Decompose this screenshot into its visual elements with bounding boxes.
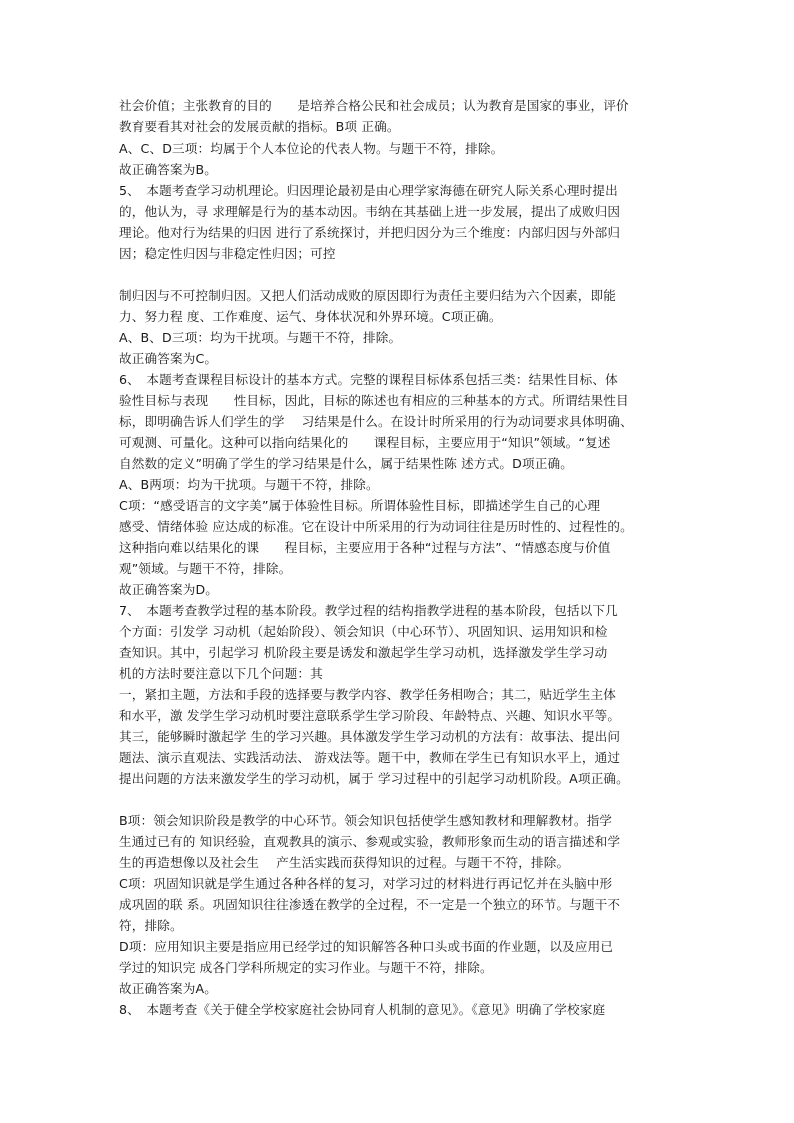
text-line: 故正确答案为D。	[119, 582, 219, 597]
text-line: 6、 本题考查课程目标设计的基本方式。完整的课程目标体系包括三类：结果性目标、体	[119, 372, 618, 387]
text-line: 机的方法时要注意以下几个问题：其	[119, 666, 323, 681]
text-line: 自然数的定义”明确了学生的学习结果是什么，属于结果性陈 述方式。D项正确。	[119, 456, 573, 471]
text-line: 理论。他对行为结果的归因 进行了系统探讨，并把归因分为三个维度：内部归因与外部归	[119, 225, 621, 240]
text-line: 这种指向难以结果化的课 程目标，主要应用于各种“过程与方法”、“情感态度与价值	[119, 540, 611, 555]
text-line: 生通过已有的 知识经验，直观教具的演示、参观或实验，教师形象而生动的语言描述和学	[119, 834, 621, 849]
text-line: 一，紧扣主题，方法和手段的选择要与教学内容、教学任务相吻合；其二，贴近学生主体	[119, 687, 617, 702]
text-line: 教育要看其对社会的发展贡献的指标。B项 正确。	[119, 119, 400, 134]
text-line: 观”领域。与题干不符，排除。	[119, 561, 292, 576]
text-line: 的，他认为，寻 求理解是行为的基本动因。韦纳在其基础上进一步发展，提出了成败归因	[119, 204, 621, 219]
text-line: 验性目标与表现 性目标，因此，目标的陈述也有相应的三种基本的方式。所谓结果性目	[119, 393, 629, 408]
text-line: B项：领会知识阶段是教学的中心环节。领会知识包括使学生感知教材和理解教材。指学	[119, 813, 613, 828]
text-line: 生的再造想像以及社会生 产生活实践而获得知识的过程。与题干不符，排除。	[119, 855, 570, 870]
text-line: D项：应用知识主要是指应用已经学过的知识解答各种口头或书面的作业题，以及应用已	[119, 939, 614, 954]
text-line: 查知识。其中，引起学习 机阶段主要是诱发和激起学生学习动机，选择激发学生学习动	[119, 645, 608, 660]
text-line: A、B、D三项：均为干扰项。与题干不符，排除。	[119, 330, 402, 345]
text-line: A、C、D三项：均属于个人本位论的代表人物。与题干不符，排除。	[119, 141, 504, 156]
text-line: A、B两项：均为干扰项。与题干不符，排除。	[119, 477, 379, 492]
text-line: 个方面：引发学 习动机（起始阶段）、领会知识（中心环节）、巩固知识、运用知识和检	[119, 624, 608, 639]
text-line: 其三，能够瞬时激起学 生的学习兴趣。具体激发学生学习动机的方法有：故事法、提出问	[119, 729, 621, 744]
text-line: 8、 本题考查《关于健全学校家庭社会协同育人机制的意见》。《意见》明确了学校家庭	[119, 1002, 606, 1017]
text-line: 学过的知识完 成各门学科所规定的实习作业。与题干不符，排除。	[119, 960, 493, 975]
text-line: 力、努力程 度、工作难度、运气、身体状况和外界环境。C项正确。	[119, 309, 502, 324]
text-line: 故正确答案为C。	[119, 351, 218, 366]
text-line: 5、 本题考查学习动机理论。归因理论最初是由心理学家海德在研究人际关系心理时提出	[119, 183, 618, 198]
text-line: 成巩固的联 系。巩固知识往往渗透在教学的全过程，不一定是一个独立的环节。与题干不	[119, 897, 621, 912]
text-line: 符，排除。	[119, 918, 183, 933]
text-line: 感受、情绪体验 应达成的标准。它在设计中所采用的行为动词往往是历时性的、过程性的。	[119, 519, 633, 534]
text-line: 提出问题的方法来激发学生的学习动机，属于 学习过程中的引起学习动机阶段。A项正确。	[119, 771, 629, 786]
text-line: 故正确答案为A。	[119, 981, 217, 996]
text-line: 标，即明确告诉人们学生的学 习结果是什么。在设计时所采用的行为动词要求具体明确、	[119, 414, 633, 429]
text-line: 题法、演示直观法、实践活动法、 游戏法等。题干中，教师在学生已有知识水平上，通过	[119, 750, 621, 765]
text-line: C项：巩固知识就是学生通过各种各样的复习，对学习过的材料进行再记忆并在头脑中形	[119, 876, 613, 891]
text-line: 和水平，激 发学生学习动机时要注意联系学生学习阶段、年龄特点、兴趣、知识水平等。	[119, 708, 621, 723]
text-line: 社会价值；主张教育的目的 是培养合格公民和社会成员；认为教育是国家的事业，评价	[119, 98, 629, 113]
text-line: 制归因与不可控制归因。又把人们活动成败的原因即行为责任主要归结为六个因素，即能	[119, 288, 617, 303]
text-line: 可观测、可量化。这种可以指向结果化的 课程目标，主要应用于“知识”领域。“复述	[119, 435, 611, 450]
text-line: 故正确答案为B。	[119, 162, 217, 177]
text-line: 因；稳定性归因与非稳定性归因；可控	[119, 246, 336, 261]
text-line: 7、 本题考查教学过程的基本阶段。教学过程的结构指教学进程的基本阶段，包括以下几	[119, 603, 618, 618]
text-line: C项：“感受语言的文字美”属于体验性目标。所谓体验性目标，即描述学生自己的心理	[119, 498, 601, 513]
